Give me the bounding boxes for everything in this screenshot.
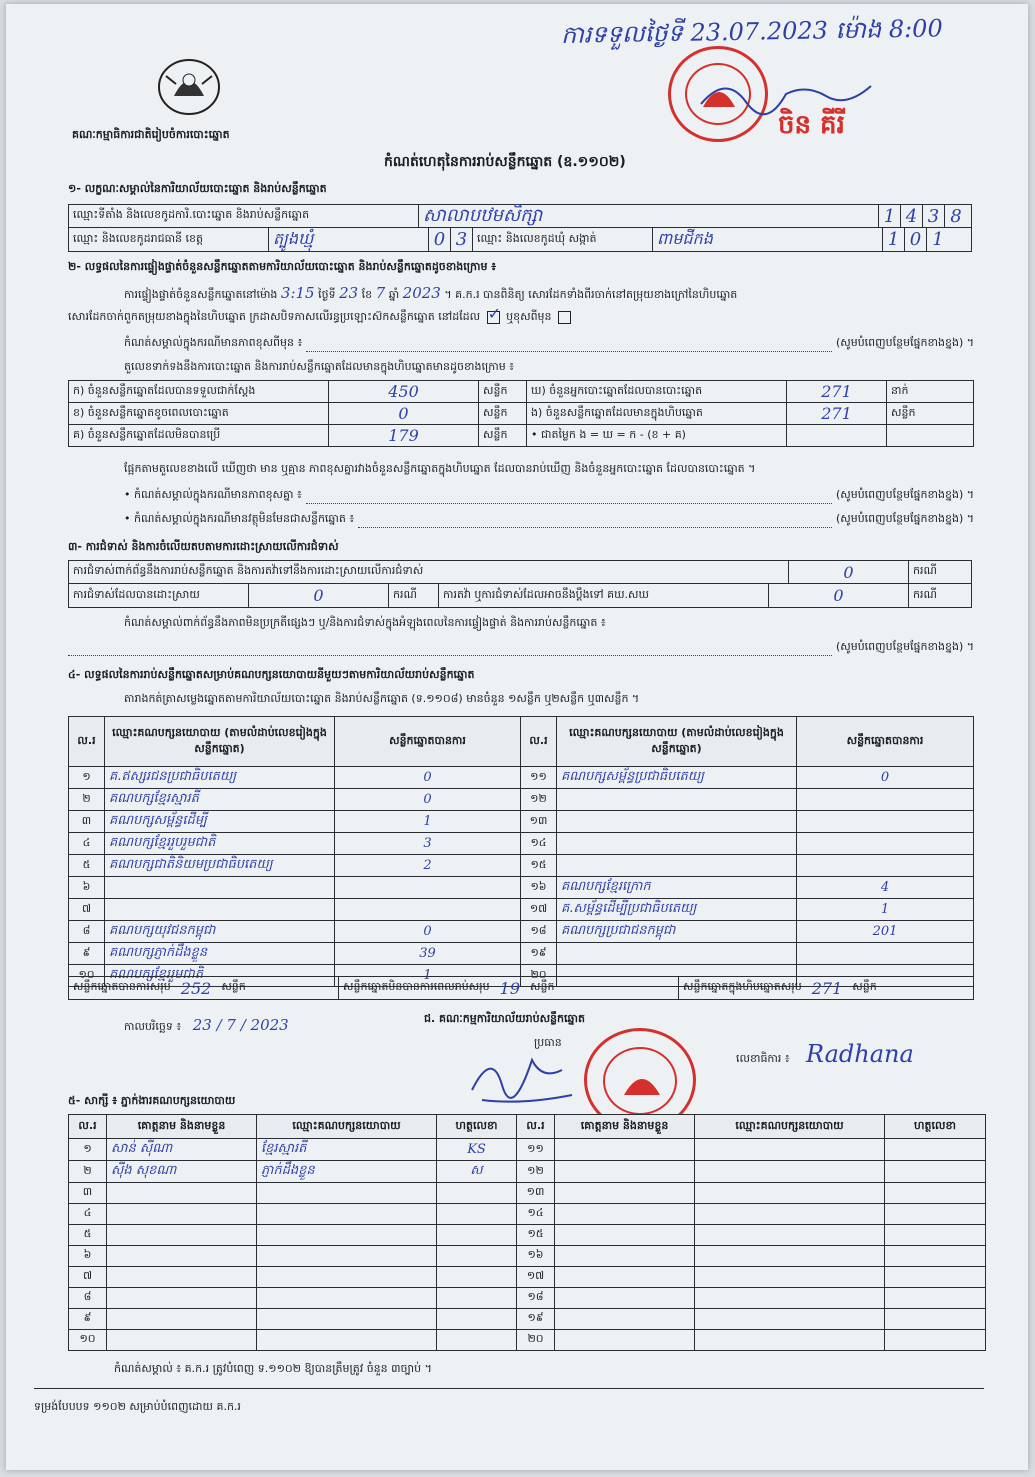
witness-name <box>555 1267 695 1288</box>
day-label: ថ្ងៃទី <box>318 288 336 301</box>
section1-title: ១- លក្ខណៈសម្គាល់នៃការិយាល័យបោះឆ្នោត និងរាប់សន្លឹកឆ្នោត <box>68 182 327 195</box>
party-name: គណបក្សខ្មែររួមជាតិ <box>105 965 335 987</box>
party-name: គណបក្សសម្ព័ន្ធប្រជាធិបតេយ្យ <box>557 767 797 789</box>
stamp-label: ចិន គីរី <box>778 110 845 140</box>
witness-row <box>69 1139 986 1161</box>
party-votes: 201 <box>797 921 974 943</box>
count-date <box>124 1016 289 1036</box>
count-right-value: 271 <box>787 403 887 425</box>
party-name: គណបក្សខ្មែររួបរួមជាតិ <box>105 833 335 855</box>
witness-party <box>695 1267 885 1288</box>
witness-party <box>257 1183 437 1204</box>
witness-number: ៦ <box>69 1246 107 1267</box>
witness-name <box>107 1225 257 1246</box>
witness-number: ៣ <box>69 1183 107 1204</box>
witness-signature: KS <box>437 1139 517 1161</box>
section2-title: ២- លទ្ធផលនៃការផ្ទៀងផ្ទាត់ចំនួនសន្លឹកឆ្នោតតាមការិយាល័យបោះឆ្នោត និងរាប់សន្លឹកឆ្នោតដូចខាងក្រោម ៖ <box>68 260 497 273</box>
objection-row2 <box>68 584 972 608</box>
code-digit-3: 3 <box>923 205 945 227</box>
witness-signature <box>437 1246 517 1267</box>
irregularity-blank[interactable] <box>68 640 832 656</box>
witness-party <box>695 1204 885 1225</box>
footnote: កំណត់សម្គាល់ ៖ គ.ក.រ ត្រូវបំពេញ ទ.១១០២ ឱ្យបានត្រឹមត្រូវ ចំនួន ៣ច្បាប់ ។ <box>114 1362 432 1375</box>
party-name <box>557 811 797 833</box>
resolved-value: 0 <box>249 584 389 607</box>
commune-digit-3: 1 <box>932 229 944 250</box>
total-box-value: 271 <box>811 978 843 998</box>
results-row <box>69 789 974 811</box>
party-votes: 0 <box>797 767 974 789</box>
count-row <box>69 381 974 403</box>
witness-name <box>555 1309 695 1330</box>
year-label: ឆ្នាំ <box>388 288 400 301</box>
witness-signature: ស <box>437 1161 517 1183</box>
witness-row <box>69 1309 986 1330</box>
section4-subtitle: តារាងកត់ត្រាសម្លេងឆ្នោតតាមការិយាល័យបោះឆ្នោត និងរាប់សន្លឹកឆ្នោត (ទ.១១០៨) មានចំនួន ១សន្លឹក ឬ២សន្លឹក ឬ៣សន្លឹក ។ <box>124 692 640 705</box>
witness-number: ១៩ <box>517 1309 555 1330</box>
witness-row <box>69 1330 986 1351</box>
count-left-unit: សន្លឹក <box>479 403 527 425</box>
results-row <box>69 855 974 877</box>
witness-col-party: ឈ្មោះគណបក្សនយោបាយ <box>257 1115 437 1139</box>
party-votes <box>335 899 521 921</box>
month-value: 7 <box>375 284 386 302</box>
party-number: ៩ <box>69 943 105 965</box>
count-left-label: ក) ចំនួនសន្លឹកឆ្នោតដែលបានទទួលជាក់ស្តែង <box>69 381 329 403</box>
count-left-value: 179 <box>329 425 479 447</box>
party-number: ១៨ <box>521 921 557 943</box>
witness-name <box>107 1288 257 1309</box>
witness-signature <box>437 1225 517 1246</box>
verify-time-value: 3:15 <box>280 284 315 302</box>
party-number: ៦ <box>69 877 105 899</box>
party-votes: 4 <box>797 877 974 899</box>
witness-party <box>695 1161 885 1183</box>
total-valid <box>69 977 339 999</box>
section5-title: ៥- សាក្សី ៖ ភ្នាក់ងារគណបក្សនយោបាយ <box>68 1094 236 1107</box>
count-right-value <box>787 425 887 447</box>
witness-signature <box>885 1246 986 1267</box>
witness-number: ១៤ <box>517 1204 555 1225</box>
party-name: គណបក្សយុវជនកម្ពុជា <box>105 921 335 943</box>
witness-name <box>555 1330 695 1351</box>
count-left-unit: សន្លឹក <box>479 425 527 447</box>
section3-title: ៣- ការជំទាស់ និងការចំលើយតបតាមការដោះស្រាយលើការជំទាស់ <box>68 540 339 553</box>
party-number: ១៣ <box>521 811 557 833</box>
party-number: ១០ <box>69 965 105 987</box>
count-right-value: 271 <box>787 381 887 403</box>
witness-col-sign-2: ហត្ថលេខា <box>885 1115 986 1139</box>
witness-party <box>257 1204 437 1225</box>
total-invalid-value: 19 <box>499 978 520 998</box>
witness-name: ស៊ីង សុខណា <box>107 1161 257 1183</box>
witness-party: ភ្ញាក់ដឹងខ្លួន <box>257 1161 437 1183</box>
form-footer: ទម្រង់បែបបទ ១១០២ សម្រាប់បំពេញដោយ គ.ក.រ <box>34 1400 241 1413</box>
commune-digit-1: 1 <box>883 228 905 251</box>
witness-signature <box>885 1139 986 1161</box>
witness-party <box>695 1139 885 1161</box>
results-col-no-2: ល.រ <box>521 717 557 767</box>
witness-col-no-2: ល.រ <box>517 1115 555 1139</box>
witness-party <box>695 1309 885 1330</box>
witness-party <box>695 1183 885 1204</box>
witness-signature <box>437 1330 517 1351</box>
diff-note-label: កំណត់សម្គាល់ក្នុងករណីមានភាពខុសពីមុន ៖ <box>124 336 303 349</box>
line1-rest: ។ គ.ក.រ បានពិនិត្យ សោរដែកទាំងពីរចាក់នៅតម្រុយខាងក្រៅនៃហិបឆ្នោត <box>444 288 738 301</box>
party-votes <box>797 943 974 965</box>
objection-label: ការជំទាស់ពាក់ព័ន្ធនឹងការរាប់សន្លឹកឆ្នោត និងការតវ៉ាទៅនឹងការដោះស្រាយលើការជំទាស់ <box>69 561 789 583</box>
bullet1-label: • កំណត់សម្គាល់ក្នុងករណីមានភាពខុសគ្នា ៖ <box>124 488 302 501</box>
secretary-signature: Radhana <box>806 1040 914 1068</box>
total-invalid <box>339 977 679 999</box>
total-box-label: សន្លឹកឆ្នោតក្នុងហិបឆ្នោតសរុប <box>683 980 802 993</box>
witness-row <box>69 1267 986 1288</box>
witness-row <box>69 1288 986 1309</box>
witness-name <box>555 1225 695 1246</box>
results-col-no: ល.រ <box>69 717 105 767</box>
party-name: គណបក្សសម្ព័ន្ធដើម្បី <box>105 811 335 833</box>
count-right-label: • ជាតម្លៃក ង = ឃ = ក - (ខ + គ) <box>527 425 787 447</box>
results-row <box>69 899 974 921</box>
witness-number: ១៥ <box>517 1225 555 1246</box>
bullet2-blank[interactable] <box>358 512 832 528</box>
witness-name <box>107 1330 257 1351</box>
witness-party <box>695 1225 885 1246</box>
province-value: ត្បូងឃ្មុំ <box>269 228 429 251</box>
witness-number: ១៦ <box>517 1246 555 1267</box>
witness-party <box>695 1288 885 1309</box>
count-table <box>68 380 974 447</box>
totals-row <box>68 976 974 1000</box>
party-number: ៨ <box>69 921 105 943</box>
irregularity-line <box>68 640 974 656</box>
party-number: ១១ <box>521 767 557 789</box>
party-name: គណបក្សភ្ញាក់ដឹងខ្លួន <box>105 943 335 965</box>
party-votes: 2 <box>335 855 521 877</box>
witness-number: ៧ <box>69 1267 107 1288</box>
appeal-label: ការតវ៉ា ឬការជំទាស់ដែលអាចនឹងប្តឹងទៅ គឃ.សឃ <box>439 584 769 607</box>
count-intro: តួលេខទាក់ទងនឹងការបោះឆ្នោត និងការរាប់សន្លឹកឆ្នោតដែលមានក្នុងហិបឆ្នោតមានដូចខាងក្រោម ៖ <box>124 360 515 373</box>
witness-number: ២០ <box>517 1330 555 1351</box>
party-name <box>557 833 797 855</box>
party-name: គ.សម្ព័ន្ធដើម្បីប្រជាធិបតេយ្យ <box>557 899 797 921</box>
witness-party <box>695 1330 885 1351</box>
witness-name <box>107 1267 257 1288</box>
party-votes: 0 <box>335 767 521 789</box>
witness-name <box>555 1183 695 1204</box>
witness-signature <box>885 1267 986 1288</box>
witness-signature <box>885 1225 986 1246</box>
code-digit-1: 1 <box>879 205 901 227</box>
witness-col-sign: ហត្ថលេខា <box>437 1115 517 1139</box>
commune-digit-2: 0 <box>905 228 927 251</box>
witness-col-name-2: គោត្តនាម និងនាមខ្លួន <box>555 1115 695 1139</box>
count-right-unit: សន្លឹក <box>887 403 974 425</box>
irregularity-note: កំណត់សម្គាល់ពាក់ព័ន្ធនឹងភាពមិនប្រក្រតីផ្សេងៗ ឬ/និងការជំទាស់ក្នុងអំឡុងពេលនៃការផ្ទៀងផ្ទាត់ និងការរាប់សន្លឹកឆ្នោត ៖ <box>124 616 606 629</box>
party-number: ១៥ <box>521 855 557 877</box>
province-label: ឈ្មោះ និងលេខកូដរាជធានី ខេត្ត <box>69 228 269 251</box>
province-digit-1: 0 <box>429 228 451 251</box>
results-row <box>69 877 974 899</box>
results-row <box>69 921 974 943</box>
secretary-label: លេខាធិការ ៖ <box>736 1052 790 1065</box>
results-col-votes-2: សន្លឹកឆ្នោតបានការ <box>797 717 974 767</box>
bullet1-line <box>124 488 974 504</box>
witness-number: ១៧ <box>517 1267 555 1288</box>
results-row <box>69 767 974 789</box>
count-left-unit: សន្លឹក <box>479 381 527 403</box>
count-row <box>69 425 974 447</box>
verify-time-label: ការផ្ទៀងផ្ទាត់ចំនួនសន្លឹកឆ្នោតនៅម៉ោង <box>124 288 278 301</box>
witness-name <box>555 1288 695 1309</box>
witness-name <box>107 1204 257 1225</box>
results-row <box>69 943 974 965</box>
different-checkbox[interactable] <box>558 311 571 324</box>
party-number: ២ <box>69 789 105 811</box>
party-name <box>105 877 335 899</box>
party-number: ៣ <box>69 811 105 833</box>
fill-hint-3: (សូមបំពេញបន្ថែមផ្នែកខាងខ្នង) ។ <box>835 512 974 525</box>
witness-col-name: គោត្តនាម និងនាមខ្លួន <box>107 1115 257 1139</box>
party-name: គណបក្សខ្មែរក្រោក <box>557 877 797 899</box>
appeal-value: 0 <box>769 584 909 607</box>
party-votes: 0 <box>335 921 521 943</box>
party-votes <box>797 833 974 855</box>
witness-signature <box>437 1267 517 1288</box>
fill-hint-4: (សូមបំពេញបន្ថែមផ្នែកខាងខ្នង) ។ <box>835 640 974 653</box>
witness-name: សាន់ ស៊ីណា <box>107 1139 257 1161</box>
section4-title: ៤- លទ្ធផលនៃការរាប់សន្លឹកឆ្នោតសម្រាប់គណបក្សនយោបាយនីមួយៗតាមការិយាល័យរាប់សន្លឹកឆ្នោត <box>68 668 475 681</box>
bullet2-line <box>124 512 974 528</box>
witness-signature <box>885 1161 986 1183</box>
party-number: ១៧ <box>521 899 557 921</box>
same-checkbox[interactable] <box>487 311 500 324</box>
party-number: ១៩ <box>521 943 557 965</box>
date-label: កាលបរិច្ឆេទ ៖ <box>124 1020 182 1033</box>
chair-signature <box>462 1040 582 1110</box>
witness-signature <box>437 1183 517 1204</box>
witness-number: ១២ <box>517 1161 555 1183</box>
party-votes: 39 <box>335 943 521 965</box>
code-digit-2: 4 <box>901 205 923 227</box>
witness-party: ខ្មែរស្មារតី <box>257 1139 437 1161</box>
party-number: ១ <box>69 767 105 789</box>
count-row <box>69 403 974 425</box>
date-value: 23 / 7 / 2023 <box>192 1016 289 1034</box>
code-digit-4: 8 <box>950 205 962 227</box>
party-votes <box>797 789 974 811</box>
chair-label: ប្រធាន <box>534 1036 562 1049</box>
party-name: គណបក្សខ្មែរស្មារតី <box>105 789 335 811</box>
party-votes <box>335 877 521 899</box>
witness-number: ១១ <box>517 1139 555 1161</box>
party-name: គ.ឥស្សរជនប្រជាធិបតេយ្យ <box>105 767 335 789</box>
results-row <box>69 833 974 855</box>
month-label: ខែ <box>361 288 373 301</box>
party-number: ២០ <box>521 965 557 987</box>
location-value: សាលាបឋមសិក្សា <box>419 205 879 227</box>
party-number: ១២ <box>521 789 557 811</box>
party-votes: 1 <box>335 965 521 987</box>
total-invalid-unit: សន្លឹក <box>530 980 555 993</box>
witness-name <box>555 1204 695 1225</box>
witness-number: ២ <box>69 1161 107 1183</box>
party-name <box>557 855 797 877</box>
party-votes: 1 <box>335 811 521 833</box>
total-valid-label: សន្លឹកឆ្នោតបានការសរុប <box>73 980 171 993</box>
stamp-emblem-icon-2 <box>620 1061 664 1101</box>
count-right-unit <box>887 425 974 447</box>
resolved-label: ការជំទាស់ដែលបានដោះស្រាយ <box>69 584 249 607</box>
results-table <box>68 716 974 987</box>
count-right-label: ង) ចំនួនសន្លឹកឆ្នោតដែលមានក្នុងហិបឆ្នោត <box>527 403 787 425</box>
section2-note-line <box>124 336 974 352</box>
different-label: ឬខុសពីមុន <box>506 310 552 323</box>
objection-value: 0 <box>789 561 909 583</box>
witness-row <box>69 1204 986 1225</box>
witness-number: ១ <box>69 1139 107 1161</box>
party-number: ៥ <box>69 855 105 877</box>
party-votes: 3 <box>335 833 521 855</box>
witness-signature <box>885 1183 986 1204</box>
witness-row <box>69 1183 986 1204</box>
count-left-value: 450 <box>329 381 479 403</box>
witness-name <box>107 1309 257 1330</box>
resolved-unit: ករណី <box>389 584 439 607</box>
party-votes: 0 <box>335 789 521 811</box>
footer-divider <box>34 1388 984 1389</box>
witness-name <box>555 1246 695 1267</box>
bullet2-label: • កំណត់សម្គាល់ក្នុងករណីមានវត្ថុមិនមែនជាសន្លឹកឆ្នោត ៖ <box>124 512 355 525</box>
bullet1-blank[interactable] <box>306 488 832 504</box>
section2-line1 <box>124 284 737 304</box>
count-right-unit: នាក់ <box>887 381 974 403</box>
party-number: ១៦ <box>521 877 557 899</box>
witness-signature <box>885 1330 986 1351</box>
party-name <box>557 943 797 965</box>
total-box <box>679 977 973 999</box>
appeal-unit: ករណី <box>913 587 937 601</box>
party-votes <box>797 811 974 833</box>
org-line: គណៈកម្មាធិការជាតិរៀបចំការបោះឆ្នោត <box>72 128 230 141</box>
count-left-label: ខ) ចំនួនសន្លឹកឆ្នោតខូចពេលបោះឆ្នោត <box>69 403 329 425</box>
form-paper <box>6 4 1028 1470</box>
witness-number: ១៣ <box>517 1183 555 1204</box>
section1-row1 <box>68 204 972 228</box>
witness-party <box>695 1246 885 1267</box>
party-name: គណបក្សជាតិនិយមប្រជាធិបតេយ្យ <box>105 855 335 877</box>
witness-signature <box>437 1204 517 1225</box>
committee-label: ជ. គណៈកម្មការិយាល័យរាប់សន្លឹកឆ្នោត <box>424 1012 585 1025</box>
total-invalid-label: សន្លឹកឆ្នោតមិនបានការពេលរាប់សរុប <box>343 980 490 993</box>
witness-number: ៥ <box>69 1225 107 1246</box>
party-name <box>557 789 797 811</box>
party-number: ១៤ <box>521 833 557 855</box>
count-left-label: គ) ចំនួនសន្លឹកឆ្នោតដែលមិនបានប្រើ <box>69 425 329 447</box>
witness-signature <box>437 1288 517 1309</box>
witness-name <box>107 1183 257 1204</box>
witness-row <box>69 1246 986 1267</box>
form-title: កំណត់ហេតុនៃការរាប់សន្លឹកឆ្នោត (ឧ.១១០២) <box>384 154 626 170</box>
party-name <box>105 899 335 921</box>
nec-emblem-icon <box>154 56 224 118</box>
count-left-value: 0 <box>329 403 479 425</box>
witness-signature <box>885 1288 986 1309</box>
year-value: 2023 <box>402 284 441 302</box>
witness-party <box>257 1225 437 1246</box>
diff-note-blank[interactable] <box>306 336 832 352</box>
results-row <box>69 811 974 833</box>
party-number: ៤ <box>69 833 105 855</box>
witness-signature <box>885 1309 986 1330</box>
party-votes: 1 <box>797 899 974 921</box>
commune-value: ពាមជីកង <box>653 228 883 251</box>
section1-row2 <box>68 228 972 252</box>
witness-number: ៩ <box>69 1309 107 1330</box>
witness-party <box>257 1309 437 1330</box>
witness-number: ៨ <box>69 1288 107 1309</box>
witness-party <box>257 1330 437 1351</box>
total-valid-value: 252 <box>180 978 212 998</box>
handwritten-received-date: ការទទួលថ្ងៃទី 23.07.2023 ម៉ោង 8:00 <box>560 14 943 50</box>
witness-number: ១០ <box>69 1330 107 1351</box>
witness-party <box>257 1246 437 1267</box>
witness-name <box>107 1246 257 1267</box>
location-label: ឈ្មោះទីតាំង និងលេខកូដការិ.បោះឆ្នោត និងរាប់សន្លឹកឆ្នោត <box>69 205 419 227</box>
commune-label: ឈ្មោះ និងលេខកូដឃុំ សង្កាត់ <box>473 228 653 251</box>
witness-number: ១៨ <box>517 1288 555 1309</box>
results-col-party-2: ឈ្មោះគណបក្សនយោបាយ (តាមលំដាប់លេខរៀងក្នុងសន្លឹកឆ្នោត) <box>557 717 797 767</box>
party-votes <box>797 855 974 877</box>
witness-party <box>257 1288 437 1309</box>
seal-status-text: សោរដែកចាក់ពួកតម្រុយខាងក្នុងនៃហិបឆ្នោត ក្រដាសបិទភាសលើរន្ធប្រឡោះស៊កសន្លឹកឆ្នោត នៅដដែល <box>68 310 481 323</box>
total-valid-unit: សន្លឹក <box>221 980 246 993</box>
objection-unit: ករណី <box>913 564 937 577</box>
province-digit-2: 3 <box>451 228 473 251</box>
witness-col-party-2: ឈ្មោះគណបក្សនយោបាយ <box>695 1115 885 1139</box>
objection-row1 <box>68 560 972 584</box>
fill-hint-1: (សូមបំពេញបន្ថែមផ្នែកខាងខ្នង) ។ <box>835 336 974 349</box>
witness-signature <box>885 1204 986 1225</box>
party-number: ៧ <box>69 899 105 921</box>
witness-number: ៤ <box>69 1204 107 1225</box>
count-right-label: ឃ) ចំនួនអ្នកបោះឆ្នោតដែលបានបោះឆ្នោត <box>527 381 787 403</box>
witness-table <box>68 1114 986 1351</box>
witness-party <box>257 1267 437 1288</box>
diff-check-line: ផ្អែកតាមតួលេខខាងលើ ឃើញថា មាន ឬគ្មាន ភាពខុសគ្នារវាងចំនួនសន្លឹកឆ្នោតក្នុងហិបឆ្នោត ដែលបានរាប់ឃើញ និងចំនួនអ្នកបោះឆ្នោត ដែលបានបោះឆ្នោត ។ <box>124 462 756 475</box>
results-col-party: ឈ្មោះគណបក្សនយោបាយ (តាមលំដាប់លេខរៀងក្នុងសន្លឹកឆ្នោត) <box>105 717 335 767</box>
witness-col-no: ល.រ <box>69 1115 107 1139</box>
party-name: គណបក្សប្រជាជនកម្ពុជា <box>557 921 797 943</box>
section2-line2 <box>68 310 574 326</box>
total-box-unit: សន្លឹក <box>852 980 877 993</box>
witness-row <box>69 1161 986 1183</box>
witness-name <box>555 1161 695 1183</box>
witness-row <box>69 1225 986 1246</box>
day-value: 23 <box>339 284 359 302</box>
fill-hint-2: (សូមបំពេញបន្ថែមផ្នែកខាងខ្នង) ។ <box>835 488 974 501</box>
witness-name <box>555 1139 695 1161</box>
results-col-votes: សន្លឹកឆ្នោតបានការ <box>335 717 521 767</box>
witness-signature <box>437 1309 517 1330</box>
